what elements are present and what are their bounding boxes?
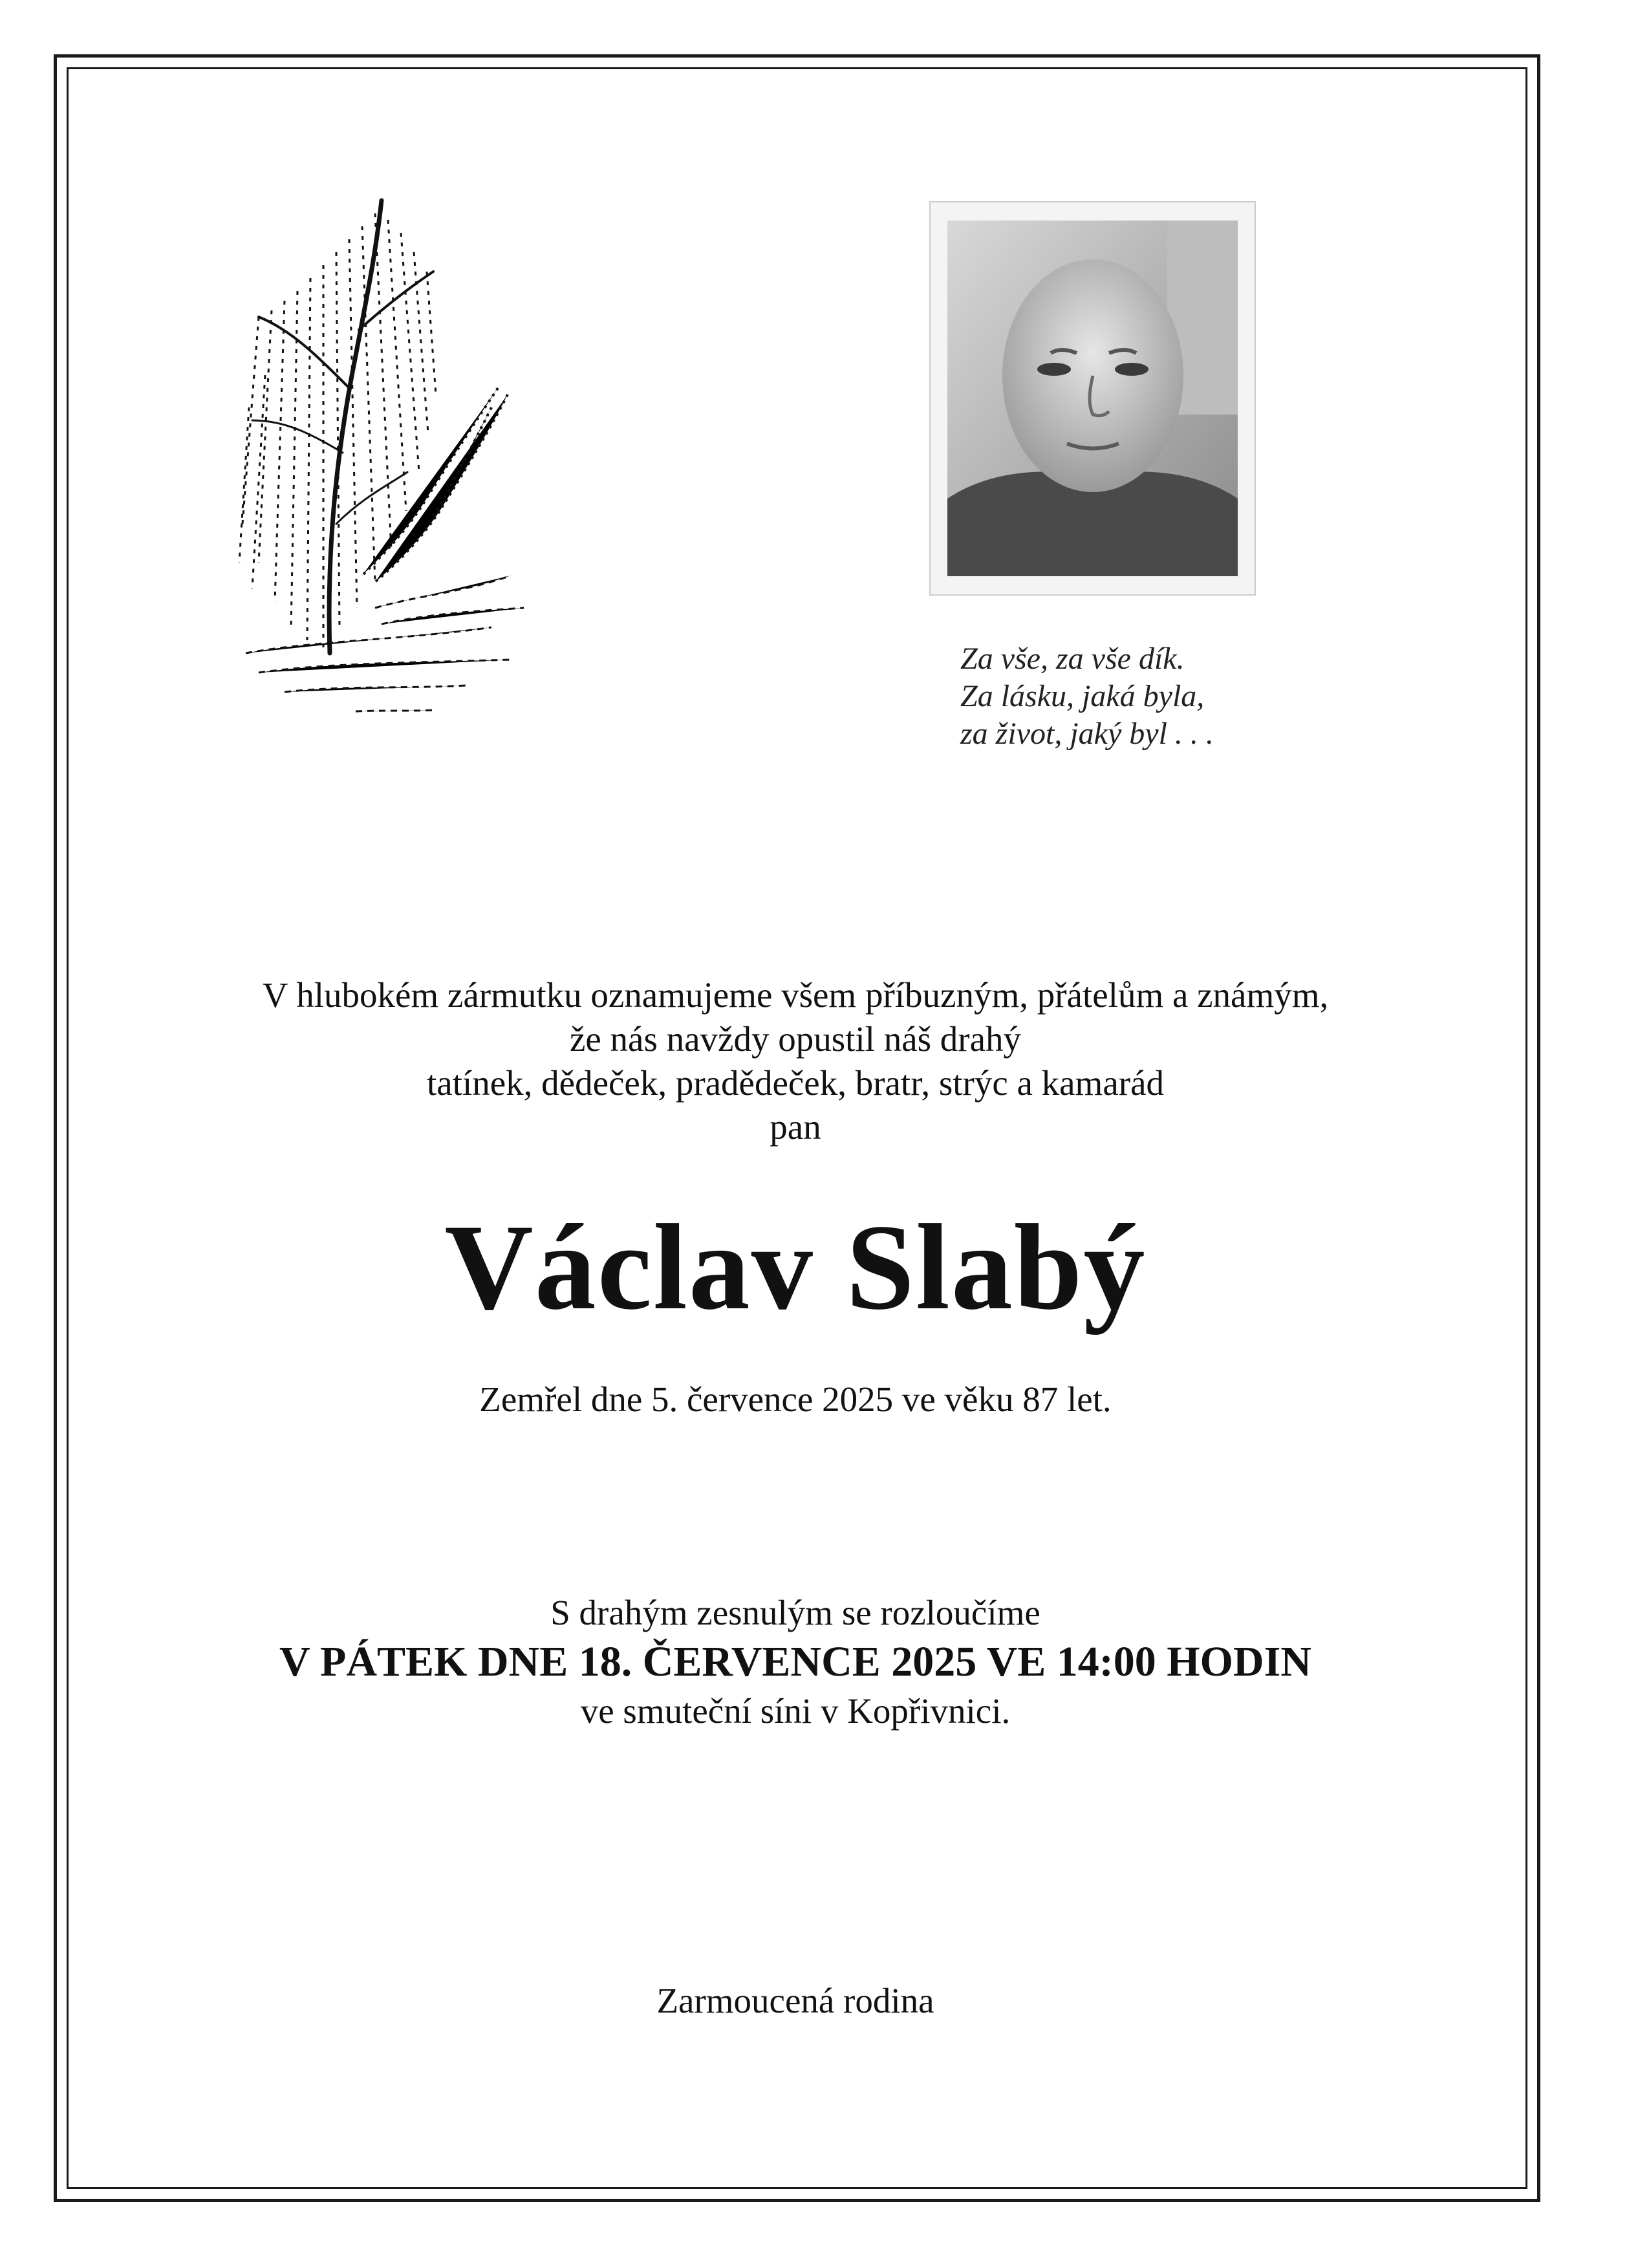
announcement-line: tatínek, dědeček, pradědeček, bratr, strýc a kamarád bbox=[427, 1063, 1164, 1103]
announcement-line: V hlubokém zármutku oznamujeme všem příbuzným, přátelům a známým, bbox=[262, 975, 1329, 1015]
verse-line: Za vše, za vše dík. bbox=[960, 642, 1185, 676]
death-info: Zemřel dne 5. července 2025 ve věku 87 let. bbox=[479, 1379, 1112, 1419]
announcement-line: že nás navždy opustil náš drahý bbox=[569, 1019, 1021, 1059]
verse-line: Za lásku, jaká byla, bbox=[960, 679, 1205, 713]
farewell-intro: S drahým zesnulým se rozloučíme bbox=[550, 1593, 1040, 1632]
farewell-info bbox=[129, 1591, 1461, 1733]
deceased-name: Václav Slabý bbox=[444, 1200, 1147, 1335]
farewell-date-time: V PÁTEK DNE 18. ČERVENCE 2025 VE 14:00 HODIN bbox=[279, 1638, 1311, 1685]
willow-tree-icon bbox=[188, 162, 537, 731]
verse-line: za život, jaký byl . . . bbox=[960, 717, 1214, 751]
memorial-verse bbox=[960, 640, 1322, 753]
family-signoff: Zarmoucená rodina bbox=[656, 1981, 934, 2020]
farewell-location: ve smuteční síni v Kopřivnici. bbox=[580, 1691, 1011, 1731]
announcement-text bbox=[129, 973, 1461, 1149]
portrait-frame bbox=[929, 201, 1256, 596]
announcement-line: pan bbox=[770, 1107, 821, 1147]
portrait-photo bbox=[947, 221, 1238, 576]
